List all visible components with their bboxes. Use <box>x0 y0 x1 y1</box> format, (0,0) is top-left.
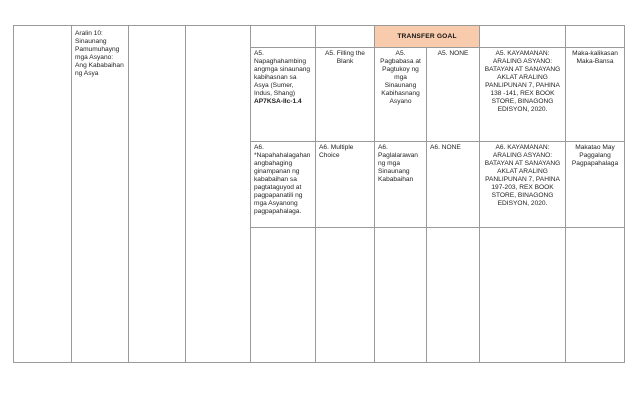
empty-cell <box>427 228 480 363</box>
lesson-cell <box>72 26 129 363</box>
competency-code: AP7KSA-IIc-1.4 <box>254 98 302 105</box>
assessment-cell: A5. Filling the Blank <box>316 48 375 142</box>
activity-cell: A5. Pagbabasa at Pagtukoy ng mga Sinaunang Kabihasnang Asyano <box>375 48 427 142</box>
other-cell: A5. NONE <box>427 48 480 142</box>
empty-cell <box>480 228 566 363</box>
values-cell: Maka-kalikasan Maka-Bansa <box>566 48 625 142</box>
resources-cell: A6. KAYAMANAN: ARALING ASYANO: BATAYAN AT SANAYANG AKLAT ARALING PANLIPUNAN 7, PAHINA 197-203, REX BOOK STORE, BINAGONG EDISYON, 2020. <box>480 142 566 228</box>
activity-cell: A6. Paglalarawan ng mga Sinaunang Kababaihan <box>375 142 427 228</box>
blank-column-2 <box>129 26 186 363</box>
lesson-label: Aralin 10: <box>75 30 103 37</box>
values-cell: Makatao May Paggalang Pagpapahalaga <box>566 142 625 228</box>
competency-cell <box>251 48 316 142</box>
assessment-cell: A6. Multiple Choice <box>316 142 375 228</box>
empty-cell <box>316 228 375 363</box>
transfer-goal-row <box>14 26 625 48</box>
empty-cell <box>375 228 427 363</box>
blank-column-3 <box>186 26 251 363</box>
curriculum-table <box>13 25 625 363</box>
transfer-goal-header: TRANSFER GOAL <box>375 26 480 48</box>
header-blank <box>251 26 316 48</box>
header-blank <box>316 26 375 48</box>
header-blank <box>480 26 566 48</box>
header-blank <box>566 26 625 48</box>
other-cell: A6. NONE <box>427 142 480 228</box>
blank-column <box>14 26 72 363</box>
resources-cell: A5. KAYAMANAN: ARALING ASYANO: BATAYAN AT SANAYANG AKLAT ARALING PANLIPUNAN 7, PAHINA 138 -141, REX BOOK STORE, BINAGONG EDISYON, 2020. <box>480 48 566 142</box>
competency-text: A5. Napaghahambing angmga sinaunang kabihasnan sa Asya (Sumer, Indus, Shang) <box>254 50 311 97</box>
competency-cell: A6. *Napahahalagahan angbahaging ginampanan ng kababaihan sa pagtataguyod at pagpapanatili ng mga Asyanong pagpapahalaga. <box>251 142 316 228</box>
empty-cell <box>566 228 625 363</box>
empty-cell <box>251 228 316 363</box>
lesson-title: Sinaunang Pamumuhayng mga Asyano: Ang Kababaihan ng Asya <box>75 38 124 77</box>
